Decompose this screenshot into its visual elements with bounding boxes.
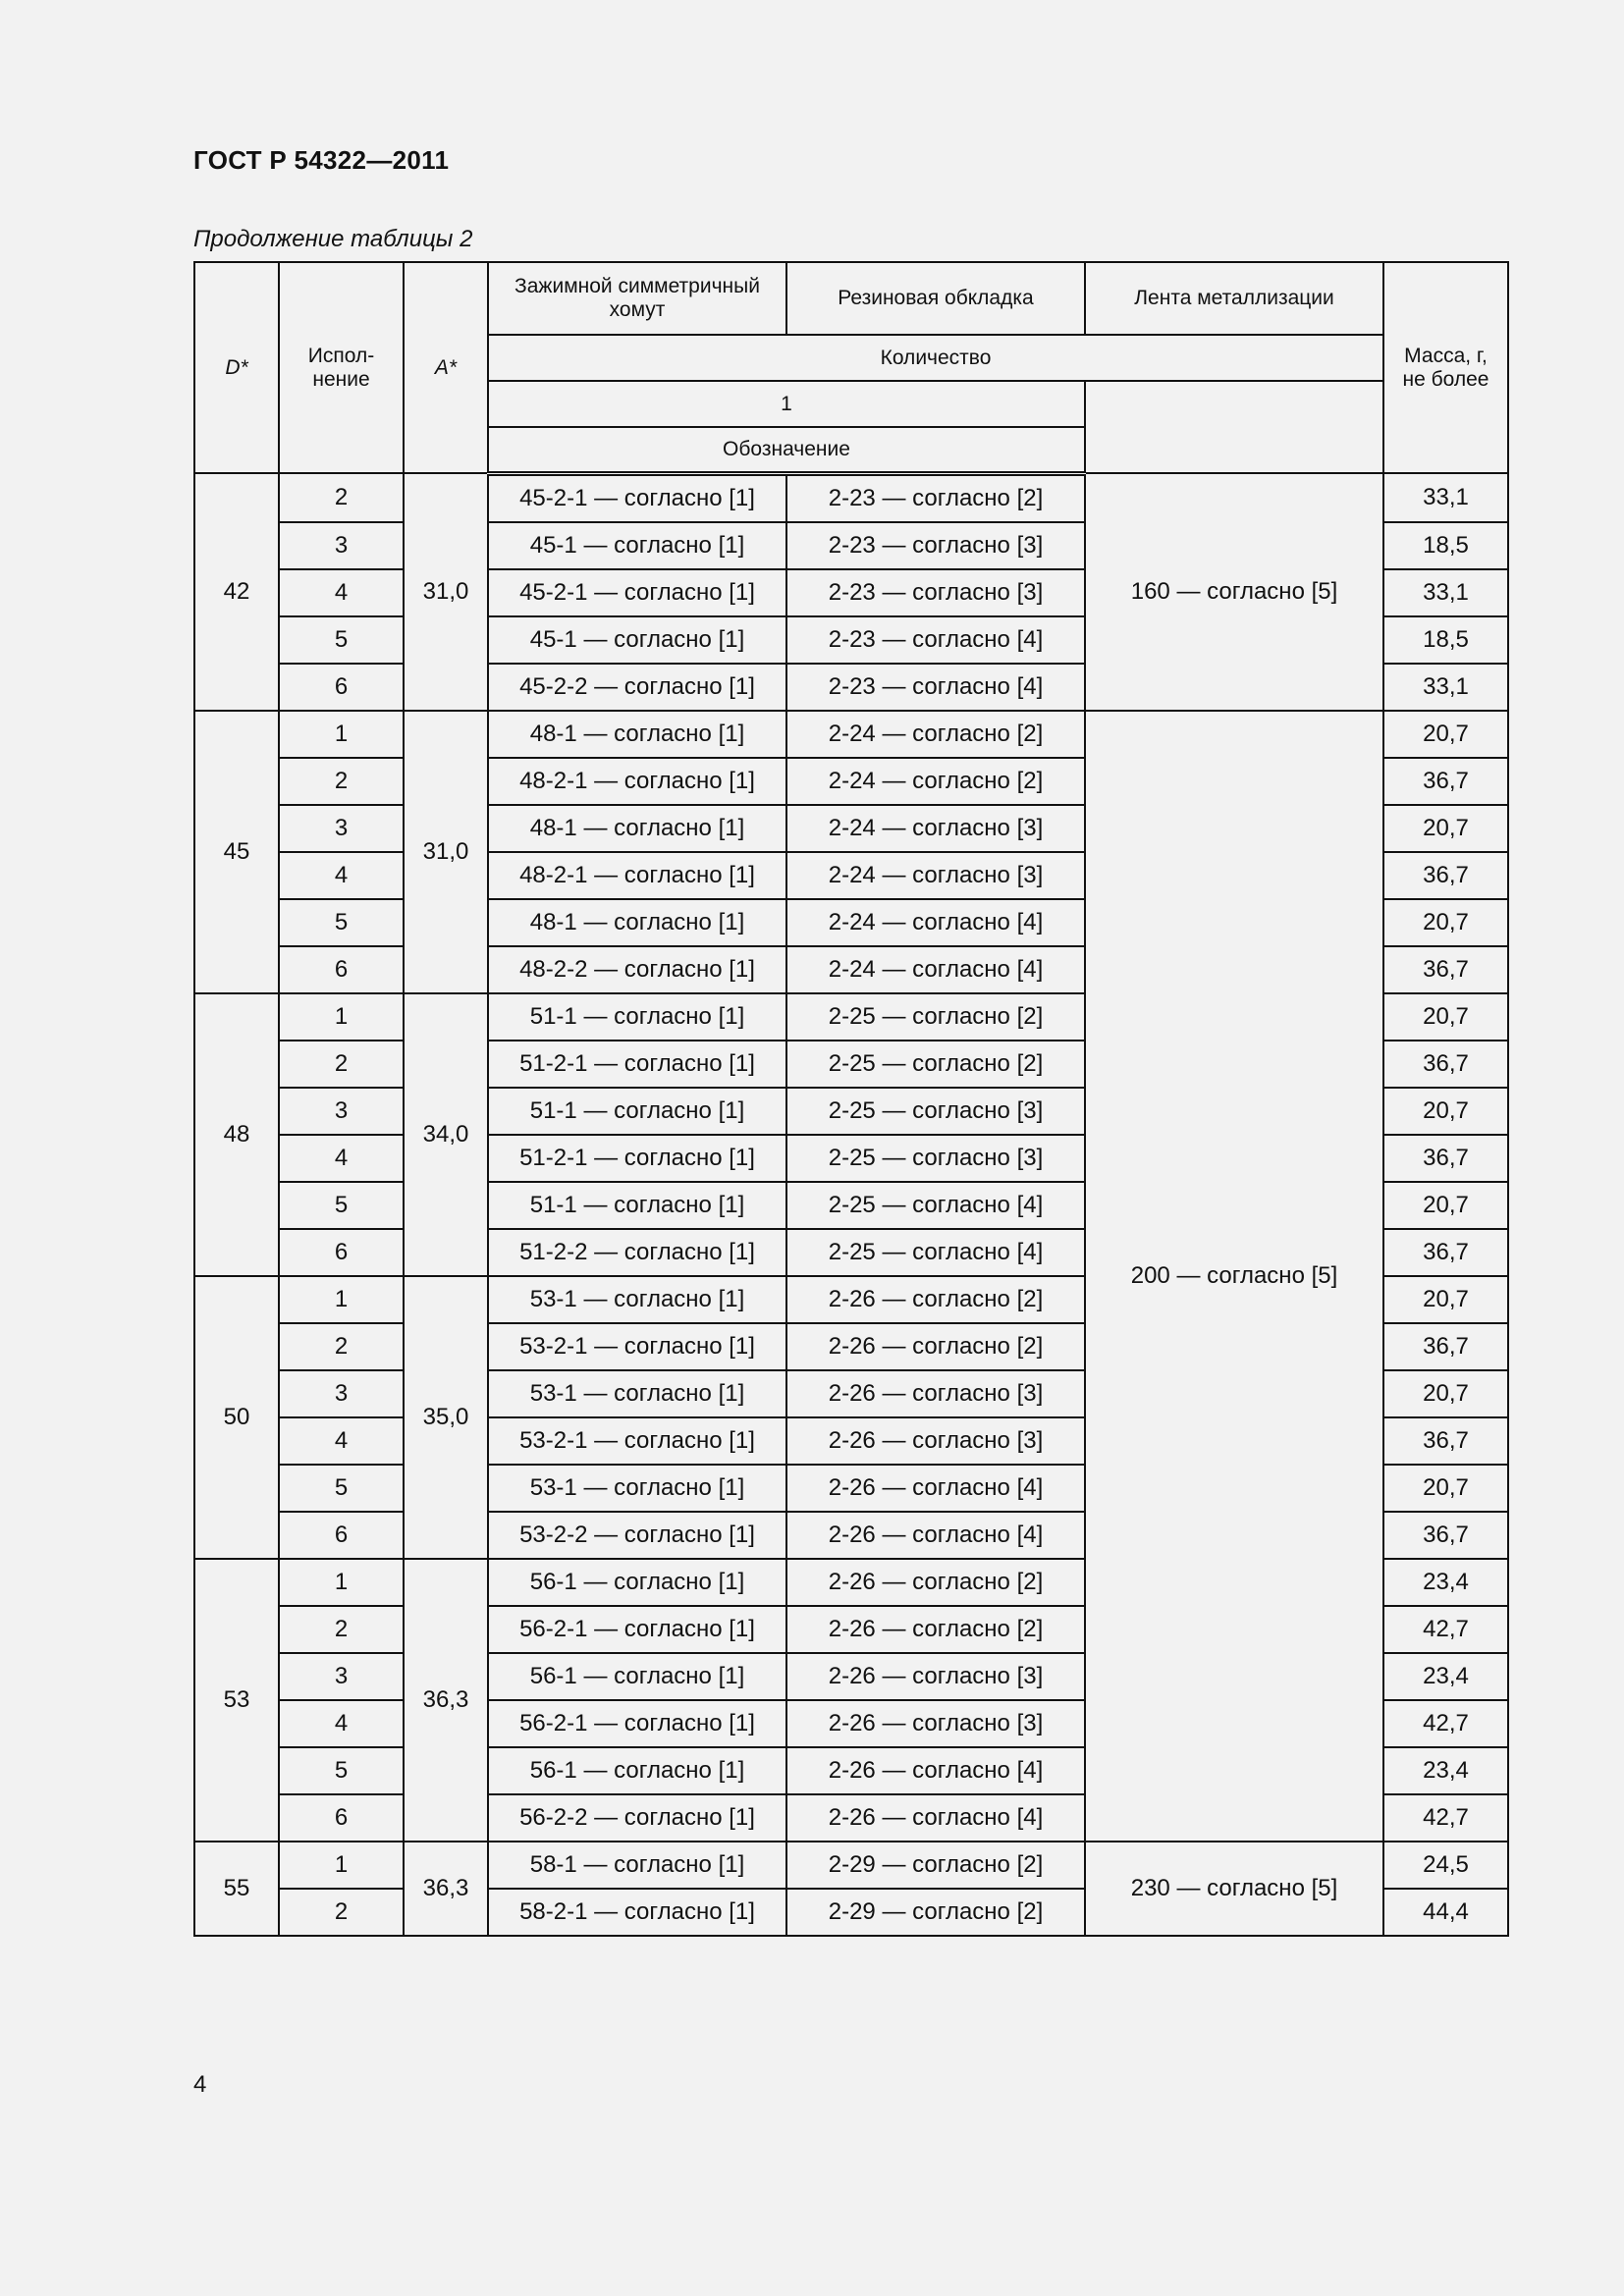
cell-clamp: 56-2-1 — согласно [1] [488,1606,786,1653]
cell-a: 34,0 [404,993,488,1276]
cell-rubber: 2-25 — согласно [2] [786,1041,1085,1088]
header-clamp: Зажимной симметричный хомут [488,262,786,335]
cell-a: 35,0 [404,1276,488,1559]
header-quantity: Количество [488,335,1383,381]
header-execution: Испол- нение [279,262,404,473]
cell-rubber: 2-26 — согласно [2] [786,1323,1085,1370]
cell-execution: 4 [279,1135,404,1182]
cell-clamp: 56-2-2 — согласно [1] [488,1794,786,1842]
cell-rubber: 2-24 — согласно [4] [786,946,1085,993]
cell-execution: 1 [279,1276,404,1323]
cell-rubber: 2-23 — согласно [4] [786,616,1085,664]
cell-execution: 4 [279,1417,404,1465]
cell-execution: 3 [279,1653,404,1700]
table-row [194,1842,1508,1889]
cell-clamp: 58-1 — согласно [1] [488,1842,786,1889]
cell-mass: 20,7 [1383,805,1508,852]
cell-d: 42 [194,473,279,711]
header-quantity-value: 1 [488,381,1085,427]
cell-execution: 4 [279,569,404,616]
cell-d: 45 [194,711,279,993]
cell-mass: 36,7 [1383,1135,1508,1182]
cell-mass: 36,7 [1383,1417,1508,1465]
cell-clamp: 56-2-1 — согласно [1] [488,1700,786,1747]
cell-clamp: 53-2-2 — согласно [1] [488,1512,786,1559]
cell-clamp: 53-2-1 — согласно [1] [488,1323,786,1370]
cell-rubber: 2-29 — согласно [2] [786,1889,1085,1936]
cell-clamp: 56-1 — согласно [1] [488,1747,786,1794]
table-body [194,473,1508,1936]
cell-clamp: 48-1 — согласно [1] [488,899,786,946]
cell-rubber: 2-25 — согласно [4] [786,1182,1085,1229]
cell-execution: 3 [279,805,404,852]
cell-mass: 36,7 [1383,1041,1508,1088]
cell-mass: 20,7 [1383,1088,1508,1135]
cell-rubber: 2-25 — согласно [3] [786,1135,1085,1182]
cell-mass: 20,7 [1383,711,1508,758]
cell-clamp: 51-2-1 — согласно [1] [488,1135,786,1182]
specification-table [193,261,1509,1937]
cell-mass: 33,1 [1383,569,1508,616]
cell-clamp: 45-1 — согласно [1] [488,616,786,664]
cell-rubber: 2-29 — согласно [2] [786,1842,1085,1889]
cell-rubber: 2-23 — согласно [3] [786,522,1085,569]
cell-rubber: 2-26 — согласно [4] [786,1512,1085,1559]
cell-clamp: 56-1 — согласно [1] [488,1653,786,1700]
cell-mass: 36,7 [1383,1512,1508,1559]
cell-clamp: 48-1 — согласно [1] [488,805,786,852]
cell-execution: 4 [279,1700,404,1747]
header-mass: Масса, г, не более [1383,262,1508,473]
cell-mass: 18,5 [1383,616,1508,664]
cell-execution: 1 [279,993,404,1041]
cell-clamp: 53-1 — согласно [1] [488,1370,786,1417]
cell-mass: 42,7 [1383,1700,1508,1747]
cell-rubber: 2-23 — согласно [4] [786,664,1085,711]
cell-rubber: 2-26 — согласно [3] [786,1370,1085,1417]
cell-clamp: 51-2-1 — согласно [1] [488,1041,786,1088]
cell-clamp: 58-2-1 — согласно [1] [488,1889,786,1936]
cell-rubber: 2-26 — согласно [4] [786,1747,1085,1794]
cell-execution: 2 [279,1041,404,1088]
cell-mass: 42,7 [1383,1606,1508,1653]
cell-execution: 2 [279,1323,404,1370]
cell-mass: 36,7 [1383,946,1508,993]
header-a: A* [404,262,488,473]
cell-clamp: 48-2-1 — согласно [1] [488,758,786,805]
cell-clamp: 48-2-1 — согласно [1] [488,852,786,899]
cell-execution: 3 [279,1088,404,1135]
cell-execution: 3 [279,1370,404,1417]
cell-clamp: 51-1 — согласно [1] [488,993,786,1041]
header-tape: Лента металлизации [1085,262,1383,335]
cell-execution: 6 [279,664,404,711]
cell-clamp: 51-2-2 — согласно [1] [488,1229,786,1276]
cell-mass: 23,4 [1383,1559,1508,1606]
table-row [194,711,1508,758]
cell-execution: 5 [279,1182,404,1229]
cell-clamp: 53-1 — согласно [1] [488,1276,786,1323]
cell-d: 53 [194,1559,279,1842]
cell-clamp: 45-2-2 — согласно [1] [488,664,786,711]
cell-d: 48 [194,993,279,1276]
cell-mass: 20,7 [1383,899,1508,946]
header-d: D* [194,262,279,473]
cell-mass: 20,7 [1383,993,1508,1041]
cell-rubber: 2-26 — согласно [2] [786,1559,1085,1606]
cell-d: 50 [194,1276,279,1559]
cell-d: 55 [194,1842,279,1936]
cell-a: 31,0 [404,711,488,993]
document-title: ГОСТ Р 54322—2011 [193,145,450,175]
cell-tape: 160 — согласно [5] [1085,473,1383,711]
cell-clamp: 48-2-2 — согласно [1] [488,946,786,993]
cell-tape: 200 — согласно [5] [1085,711,1383,1842]
cell-rubber: 2-26 — согласно [4] [786,1465,1085,1512]
cell-execution: 2 [279,758,404,805]
cell-execution: 6 [279,946,404,993]
cell-mass: 23,4 [1383,1653,1508,1700]
cell-mass: 42,7 [1383,1794,1508,1842]
cell-execution: 5 [279,899,404,946]
cell-mass: 24,5 [1383,1842,1508,1889]
cell-mass: 33,1 [1383,664,1508,711]
cell-clamp: 53-1 — согласно [1] [488,1465,786,1512]
cell-mass: 33,1 [1383,473,1508,522]
cell-rubber: 2-26 — согласно [2] [786,1276,1085,1323]
header-rubber: Резиновая обкладка [786,262,1085,335]
cell-rubber: 2-26 — согласно [3] [786,1700,1085,1747]
table-caption: Продолжение таблицы 2 [193,226,473,252]
cell-clamp: 51-1 — согласно [1] [488,1182,786,1229]
cell-rubber: 2-24 — согласно [2] [786,758,1085,805]
cell-rubber: 2-23 — согласно [2] [786,473,1085,522]
cell-rubber: 2-25 — согласно [2] [786,993,1085,1041]
cell-mass: 20,7 [1383,1182,1508,1229]
cell-rubber: 2-24 — согласно [3] [786,805,1085,852]
cell-rubber: 2-26 — согласно [4] [786,1794,1085,1842]
cell-rubber: 2-26 — согласно [2] [786,1606,1085,1653]
cell-a: 36,3 [404,1842,488,1936]
cell-mass: 36,7 [1383,1229,1508,1276]
cell-mass: 36,7 [1383,758,1508,805]
cell-execution: 5 [279,1747,404,1794]
cell-rubber: 2-26 — согласно [3] [786,1653,1085,1700]
cell-clamp: 56-1 — согласно [1] [488,1559,786,1606]
cell-execution: 5 [279,616,404,664]
cell-rubber: 2-25 — согласно [4] [786,1229,1085,1276]
cell-a: 31,0 [404,473,488,711]
cell-execution: 2 [279,1889,404,1936]
cell-execution: 1 [279,711,404,758]
cell-execution: 6 [279,1794,404,1842]
cell-rubber: 2-25 — согласно [3] [786,1088,1085,1135]
cell-rubber: 2-24 — согласно [3] [786,852,1085,899]
cell-mass: 36,7 [1383,1323,1508,1370]
cell-mass: 23,4 [1383,1747,1508,1794]
cell-rubber: 2-24 — согласно [2] [786,711,1085,758]
cell-clamp: 45-2-1 — согласно [1] [488,473,786,522]
cell-execution: 5 [279,1465,404,1512]
cell-a: 36,3 [404,1559,488,1842]
cell-execution: 2 [279,473,404,522]
cell-mass: 20,7 [1383,1465,1508,1512]
cell-rubber: 2-26 — согласно [3] [786,1417,1085,1465]
cell-execution: 3 [279,522,404,569]
cell-mass: 36,7 [1383,852,1508,899]
cell-mass: 18,5 [1383,522,1508,569]
table-row [194,473,1508,522]
cell-execution: 2 [279,1606,404,1653]
cell-clamp: 48-1 — согласно [1] [488,711,786,758]
cell-mass: 44,4 [1383,1889,1508,1936]
cell-clamp: 51-1 — согласно [1] [488,1088,786,1135]
cell-execution: 6 [279,1229,404,1276]
page-number: 4 [193,2071,207,2098]
cell-clamp: 45-2-1 — согласно [1] [488,569,786,616]
cell-rubber: 2-24 — согласно [4] [786,899,1085,946]
cell-mass: 20,7 [1383,1370,1508,1417]
cell-execution: 1 [279,1559,404,1606]
cell-execution: 1 [279,1842,404,1889]
cell-clamp: 45-1 — согласно [1] [488,522,786,569]
cell-mass: 20,7 [1383,1276,1508,1323]
header-designation: Обозначение [488,427,1085,473]
cell-clamp: 53-2-1 — согласно [1] [488,1417,786,1465]
cell-execution: 4 [279,852,404,899]
cell-execution: 6 [279,1512,404,1559]
cell-tape: 230 — согласно [5] [1085,1842,1383,1936]
cell-rubber: 2-23 — согласно [3] [786,569,1085,616]
